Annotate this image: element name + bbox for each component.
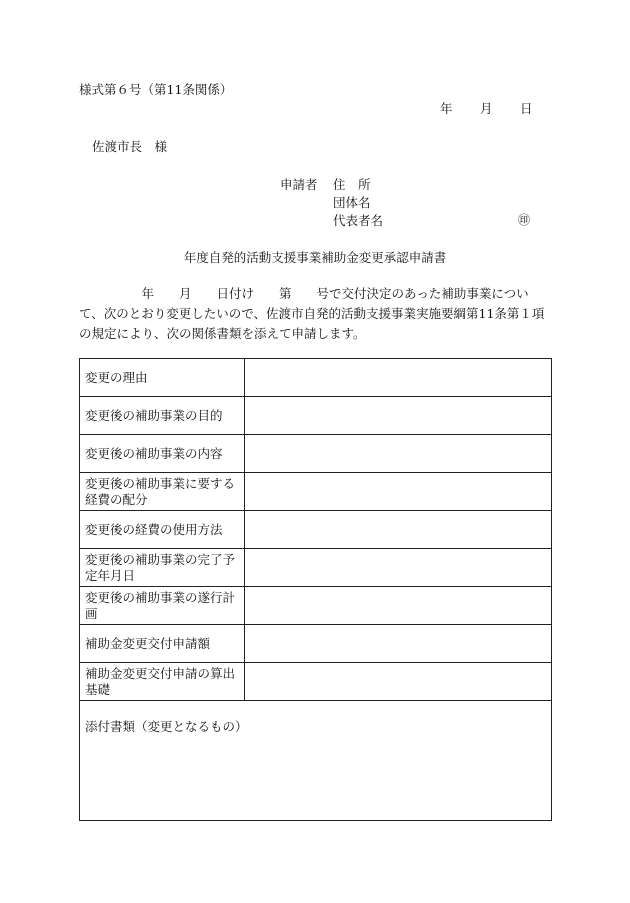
row-label: 補助金変更交付申請の算出基礎: [80, 663, 245, 701]
table-row: [80, 435, 552, 473]
application-form-table: [79, 358, 552, 821]
row-label: 変更後の補助事業の目的: [80, 397, 245, 435]
table-row: [80, 397, 552, 435]
seal-mark: ㊞: [518, 213, 531, 227]
row-label: 補助金変更交付申請額: [80, 625, 245, 663]
applicant-group-label: 団体名: [333, 195, 371, 210]
row-label: 変更後の補助事業の遂行計画: [80, 587, 245, 625]
body-paragraph: 年 月 日付け 第 号で交付決定のあった補助事業について、次のとおり変更したいので、佐渡市自発的活動支援事業実施要綱第11条第１項の規定により、次の関係書類を添えて申請します。: [79, 286, 545, 341]
row-label: 変更の理由: [80, 359, 245, 397]
table-row: [80, 473, 552, 511]
row-label: 変更後の経費の使用方法: [80, 511, 245, 549]
row-value-field[interactable]: [245, 587, 552, 625]
applicant-address-label: 住 所: [333, 177, 371, 192]
attachments-cell[interactable]: 添付書類（変更となるもの）: [80, 701, 552, 821]
row-value-field[interactable]: [245, 435, 552, 473]
row-value-field[interactable]: [245, 549, 552, 587]
row-value-field[interactable]: [245, 473, 552, 511]
date-line: [440, 99, 533, 117]
row-value-field[interactable]: [245, 511, 552, 549]
addressee: 佐渡市長 様: [92, 139, 168, 154]
row-label: 変更後の補助事業の完了予定年月日: [80, 549, 245, 587]
date-year: 年: [440, 101, 453, 116]
table-row: [80, 359, 552, 397]
applicant-label: 申請者: [280, 177, 318, 192]
row-value-field[interactable]: [245, 663, 552, 701]
table-row: [80, 663, 552, 701]
table-row: [80, 549, 552, 587]
table-row: [80, 625, 552, 663]
row-value-field[interactable]: [245, 397, 552, 435]
form-number: 様式第６号（第11条関係）: [79, 82, 233, 97]
date-day: 日: [520, 101, 533, 116]
row-label: 変更後の補助事業に要する経費の配分: [80, 473, 245, 511]
attachments-row: [80, 701, 552, 821]
row-label: 変更後の補助事業の内容: [80, 435, 245, 473]
row-value-field[interactable]: [245, 359, 552, 397]
table-row: [80, 587, 552, 625]
row-value-field[interactable]: [245, 625, 552, 663]
applicant-representative-label: 代表者名: [333, 213, 384, 228]
document-title: 年度自発的活動支援事業補助金変更承認申請書: [183, 250, 447, 265]
table-row: [80, 511, 552, 549]
date-month: 月: [480, 101, 493, 116]
